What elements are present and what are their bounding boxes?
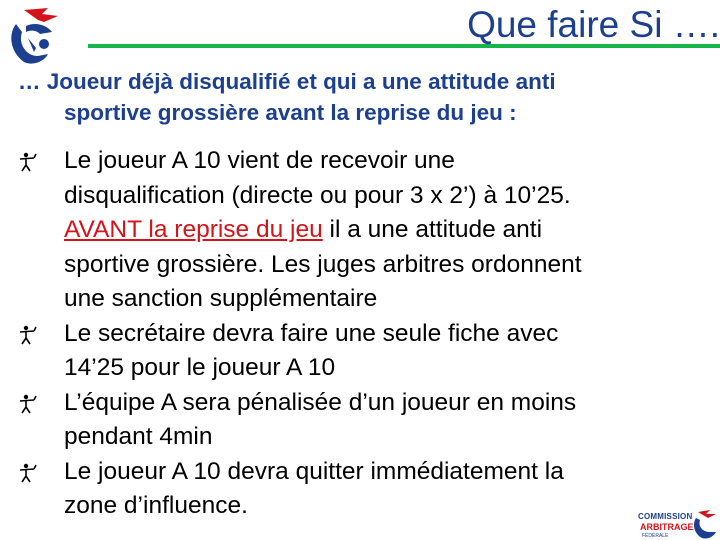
intro-heading bbox=[18, 66, 708, 128]
list-item bbox=[0, 386, 704, 455]
intro-line-2: sportive grossière avant la reprise du jeu : bbox=[64, 100, 517, 125]
bullet-1-line-1: Le joueur A 10 vient de recevoir une bbox=[64, 147, 455, 174]
bullet-2-line-1: Le secrétaire devra faire une seule fiche avec bbox=[64, 319, 559, 347]
commission-arbitrage-logo bbox=[634, 508, 720, 540]
bullet-4-line-2: zone d’influence. bbox=[64, 492, 248, 519]
bullet-1-line-4: sportive grossière. Les juges arbitres ordonnent bbox=[64, 250, 582, 278]
logo-line-2: ARBITRAGE bbox=[640, 522, 694, 532]
bullet-2-line-2: 14’25 pour le joueur A 10 bbox=[64, 354, 336, 381]
bullet-4-line-1: Le joueur A 10 devra quitter immédiatement la bbox=[64, 457, 564, 485]
bullet-3-line-2: pendant 4min bbox=[64, 423, 213, 450]
list-item bbox=[0, 144, 704, 317]
handball-player-icon bbox=[17, 463, 39, 483]
bullet-3-line-1: L’équipe A sera pénalisée d’un joueur en moins bbox=[64, 388, 577, 416]
intro-line-1: … Joueur déjà disqualifié et qui a une attitude anti bbox=[18, 69, 556, 94]
list-item bbox=[0, 317, 704, 386]
rooster-logo-icon bbox=[692, 508, 720, 540]
bullet-list bbox=[0, 144, 720, 524]
logo-line-3: FÉDÉRALE bbox=[642, 533, 669, 539]
bullet-1-line-2: disqualification (directe ou pour 3 x 2’) à 10’25. bbox=[64, 181, 571, 209]
handball-player-icon bbox=[17, 325, 39, 345]
handball-rooster-logo-icon bbox=[4, 4, 62, 66]
logo-line-1: COMMISSION bbox=[638, 512, 693, 521]
handball-player-icon bbox=[17, 152, 39, 172]
handball-player-icon bbox=[17, 394, 39, 414]
bullet-1-line-5: une sanction supplémentaire bbox=[64, 285, 378, 312]
bullet-1-line-3-rest: il a une attitude anti bbox=[322, 216, 543, 243]
page-title: Que faire Si …. bbox=[467, 4, 720, 45]
list-item bbox=[0, 455, 704, 524]
emphasis-text: AVANT la reprise du jeu bbox=[64, 216, 323, 243]
